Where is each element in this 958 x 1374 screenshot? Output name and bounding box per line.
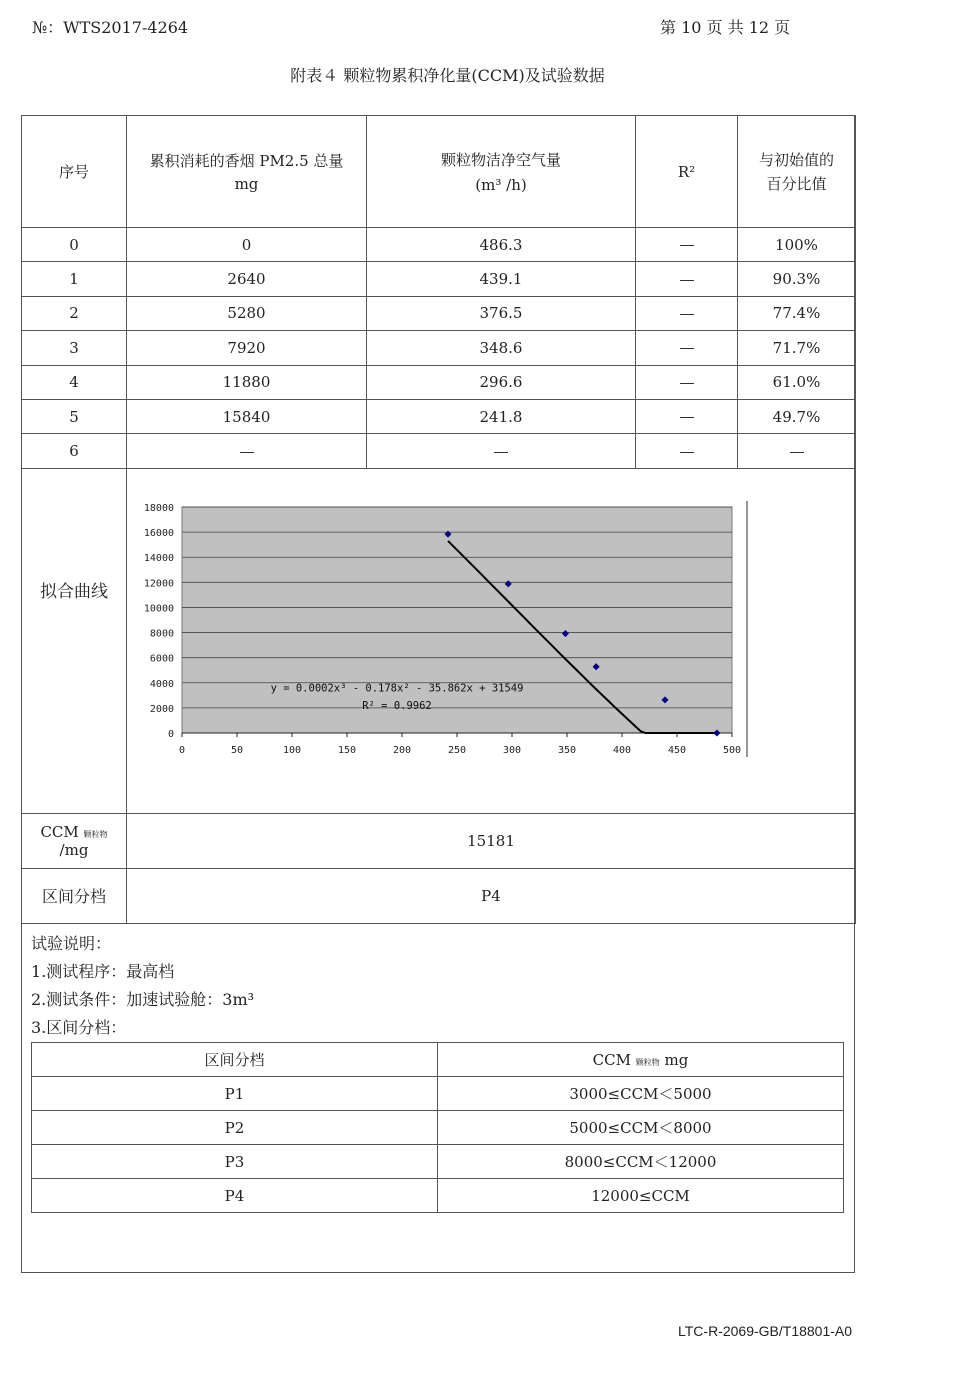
dash-mark <box>680 452 694 453</box>
cell-cumulative-mg: 15840 <box>127 399 367 433</box>
dash-mark <box>680 314 694 315</box>
dash-mark <box>790 452 804 453</box>
cell-r2 <box>636 399 738 433</box>
dash-mark <box>494 452 508 453</box>
cell-cadr: 376.5 <box>367 296 636 330</box>
grade-table-row <box>32 1179 844 1213</box>
x-tick-label: 500 <box>722 744 742 756</box>
y-tick-label: 10000 <box>143 603 174 615</box>
cell-index: 2 <box>22 296 127 330</box>
x-tick-label: 250 <box>447 744 467 756</box>
notes-line-3: 3.区间分档： <box>31 1018 127 1037</box>
cell-cumulative-mg <box>127 434 367 468</box>
grade-table-row <box>32 1111 844 1145</box>
x-tick-label: 100 <box>282 744 302 756</box>
table-row <box>22 434 856 468</box>
table-row <box>22 228 856 262</box>
table-header-row <box>22 116 856 228</box>
cell-r2 <box>636 228 738 262</box>
cell-cumulative-mg: 5280 <box>127 296 367 330</box>
notes-line-2: 2.测试条件：加速试验舱：3m³ <box>31 990 255 1009</box>
dash-mark <box>680 245 694 246</box>
x-tick-label: 400 <box>612 744 632 756</box>
y-tick-label: 8000 <box>149 628 174 640</box>
grade-cell: P1 <box>32 1077 438 1111</box>
table-row <box>22 296 856 330</box>
grade-table-row <box>32 1077 844 1111</box>
header-percent: 与初始值的 百分比值 <box>738 116 856 228</box>
fit-curve-cell <box>127 468 856 813</box>
x-tick-label: 50 <box>230 744 244 756</box>
range-cell: 5000≤CCM＜8000 <box>438 1111 844 1145</box>
cell-r2 <box>636 331 738 365</box>
cell-cumulative-mg: 2640 <box>127 262 367 296</box>
cell-percent: 61.0% <box>738 365 856 399</box>
header-r2: R² <box>636 116 738 228</box>
range-cell: 3000≤CCM＜5000 <box>438 1077 844 1111</box>
notes-line-1: 1.测试程序：最高档 <box>31 962 175 981</box>
grade-cell: P4 <box>32 1179 438 1213</box>
fit-chart <box>127 469 827 769</box>
cell-cumulative-mg: 0 <box>127 228 367 262</box>
fit-curve-label: 拟合曲线 <box>22 468 127 813</box>
trendline-equation: y = 0.0002x³ - 0.178x² - 35.862x + 31549 <box>270 682 524 695</box>
cell-r2 <box>636 434 738 468</box>
grade-cell: P3 <box>32 1145 438 1179</box>
y-tick-label: 18000 <box>143 502 174 514</box>
plot-area <box>182 507 732 733</box>
cell-percent: 71.7% <box>738 331 856 365</box>
dash-mark <box>680 383 694 384</box>
table-row <box>22 365 856 399</box>
cell-cadr: 348.6 <box>367 331 636 365</box>
cell-r2 <box>636 262 738 296</box>
fit-curve-row <box>22 468 856 813</box>
dash-mark <box>680 417 694 418</box>
ccm-row <box>22 813 856 868</box>
data-table <box>21 115 856 924</box>
cell-index: 3 <box>22 331 127 365</box>
grade-table-col-grade: 区间分档 <box>32 1043 438 1077</box>
y-tick-label: 2000 <box>149 703 174 715</box>
document-code: LTC-R-2069-GB/T18801-A0 <box>678 1323 853 1339</box>
cell-index: 5 <box>22 399 127 433</box>
cell-index: 6 <box>22 434 127 468</box>
y-tick-label: 6000 <box>149 653 174 665</box>
grade-cell: P2 <box>32 1111 438 1145</box>
header-cadr: 颗粒物洁净空气量 (m³ /h) <box>367 116 636 228</box>
ccm-value: 15181 <box>127 813 856 868</box>
test-notes <box>31 930 254 1042</box>
grade-table-row <box>32 1145 844 1179</box>
ccm-label: CCM 颗粒物 /mg <box>22 813 127 868</box>
cell-index: 1 <box>22 262 127 296</box>
dash-mark <box>680 348 694 349</box>
x-tick-label: 150 <box>337 744 357 756</box>
cell-percent: 90.3% <box>738 262 856 296</box>
page-title: 附表４ 颗粒物累积净化量(CCM)及试验数据 <box>290 66 605 85</box>
cell-index: 4 <box>22 365 127 399</box>
range-cell: 8000≤CCM＜12000 <box>438 1145 844 1179</box>
grade-table <box>31 1042 844 1213</box>
cell-cumulative-mg: 7920 <box>127 331 367 365</box>
notes-heading: 试验说明： <box>31 934 112 953</box>
x-tick-label: 350 <box>557 744 577 756</box>
range-cell: 12000≤CCM <box>438 1179 844 1213</box>
cell-cadr <box>367 434 636 468</box>
cell-percent <box>738 434 856 468</box>
y-tick-label: 0 <box>167 728 174 740</box>
y-tick-label: 4000 <box>149 678 174 690</box>
cell-index: 0 <box>22 228 127 262</box>
grade-table-header <box>32 1043 844 1077</box>
y-tick-label: 16000 <box>143 527 174 539</box>
x-tick-label: 200 <box>392 744 412 756</box>
grade-row <box>22 868 856 923</box>
dash-mark <box>680 280 694 281</box>
grade-value: P4 <box>127 868 856 923</box>
cell-cadr: 296.6 <box>367 365 636 399</box>
table-row <box>22 399 856 433</box>
x-tick-label: 300 <box>502 744 522 756</box>
dash-mark <box>240 452 254 453</box>
grade-label: 区间分档 <box>22 868 127 923</box>
cell-r2 <box>636 296 738 330</box>
x-tick-label: 0 <box>178 744 186 756</box>
cell-cadr: 241.8 <box>367 399 636 433</box>
cell-percent: 49.7% <box>738 399 856 433</box>
cell-percent: 77.4% <box>738 296 856 330</box>
y-tick-label: 12000 <box>143 578 174 590</box>
cell-r2 <box>636 365 738 399</box>
page-indicator: 第 10 页 共 12 页 <box>660 18 791 37</box>
x-tick-label: 450 <box>667 744 687 756</box>
r-squared-label: R² = 0.9962 <box>362 699 432 712</box>
report-number: №：WTS2017-4264 <box>32 18 189 37</box>
cell-cumulative-mg: 11880 <box>127 365 367 399</box>
grade-table-col-ccm: CCM 颗粒物 mg <box>438 1043 844 1077</box>
header-cumulative-mg: 累积消耗的香烟 PM2.5 总量 mg <box>127 116 367 228</box>
cell-cadr: 486.3 <box>367 228 636 262</box>
table-row <box>22 331 856 365</box>
y-tick-label: 14000 <box>143 552 174 564</box>
table-row <box>22 262 856 296</box>
cell-cadr: 439.1 <box>367 262 636 296</box>
header-index: 序号 <box>22 116 127 228</box>
cell-percent: 100% <box>738 228 856 262</box>
